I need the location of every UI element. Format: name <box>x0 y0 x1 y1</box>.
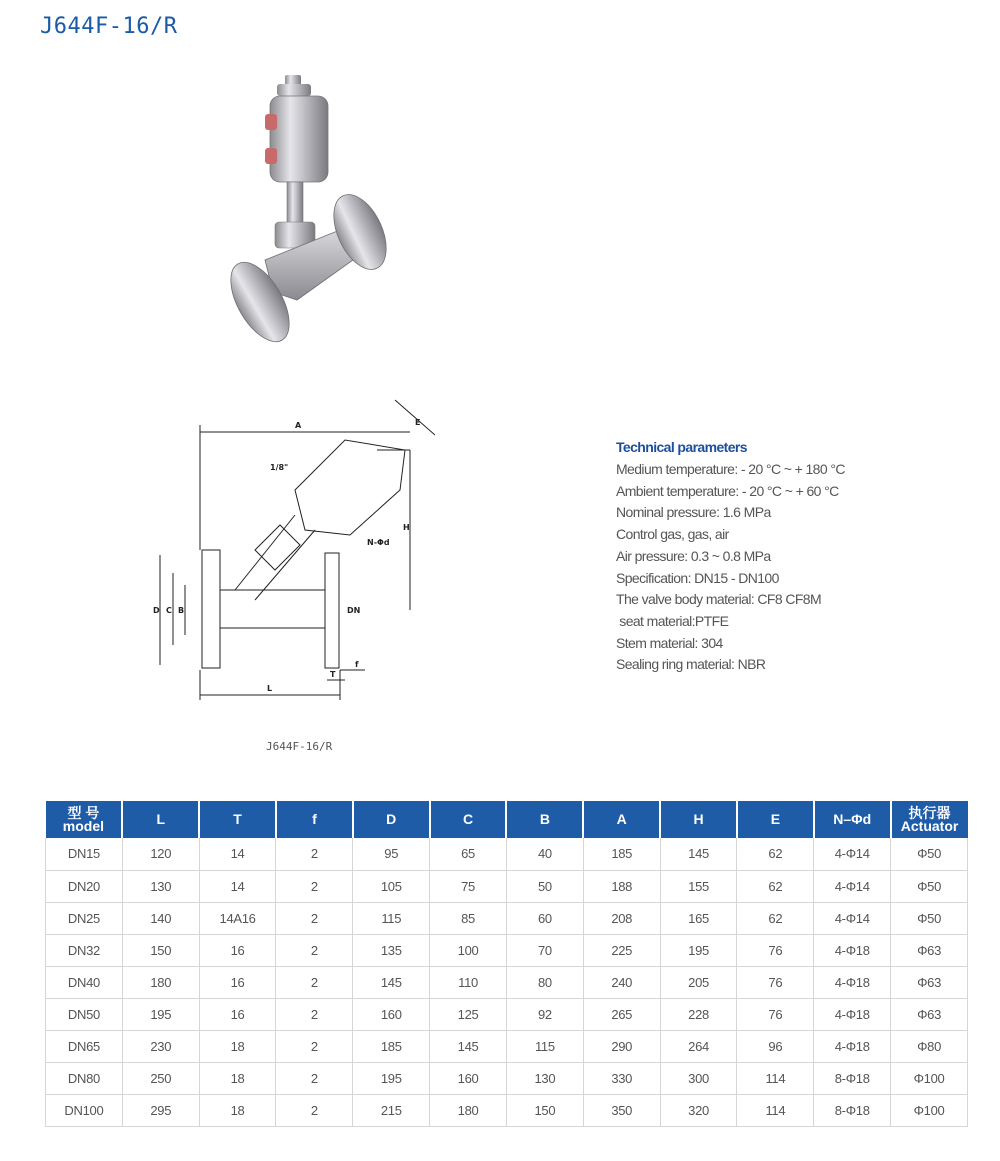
table-cell: 160 <box>353 998 430 1030</box>
table-cell: Φ100 <box>891 1062 968 1094</box>
table-header-cell <box>506 801 583 838</box>
table-cell: 330 <box>583 1062 660 1094</box>
table-cell: 165 <box>660 902 737 934</box>
table-cell: 180 <box>122 966 199 998</box>
table-header-cell <box>46 801 123 838</box>
table-header-label: D <box>386 811 397 827</box>
page-title: J644F-16/R <box>40 14 178 39</box>
table-cell: 14 <box>199 838 276 870</box>
dim-label-H: H <box>403 523 410 532</box>
table-cell: 180 <box>430 1094 507 1126</box>
table-cell: 110 <box>430 966 507 998</box>
table-cell: 16 <box>199 934 276 966</box>
table-header-cell <box>814 801 891 838</box>
table-cell: 350 <box>583 1094 660 1126</box>
table-cell: 208 <box>583 902 660 934</box>
table-cell: 80 <box>506 966 583 998</box>
dim-label-L: L <box>267 684 273 693</box>
table-cell: 160 <box>430 1062 507 1094</box>
table-cell: 2 <box>276 966 353 998</box>
table-cell: Φ50 <box>891 838 968 870</box>
dim-label-T: T <box>330 670 336 679</box>
table-cell: 145 <box>353 966 430 998</box>
table-cell: 4-Φ14 <box>814 838 891 870</box>
table-cell: 150 <box>122 934 199 966</box>
table-cell: 195 <box>122 998 199 1030</box>
table-cell: 62 <box>737 870 814 902</box>
table-cell: 240 <box>583 966 660 998</box>
table-cell: 16 <box>199 998 276 1030</box>
table-cell: 40 <box>506 838 583 870</box>
table-cell: 295 <box>122 1094 199 1126</box>
table-cell: 65 <box>430 838 507 870</box>
param-item: The valve body material: CF8 CF8M <box>616 591 822 608</box>
table-header-label: H <box>693 811 704 827</box>
table-cell: 150 <box>506 1094 583 1126</box>
table-cell: 195 <box>660 934 737 966</box>
table-header-cell <box>583 801 660 838</box>
table-header-label: C <box>462 811 474 827</box>
table-header-cell <box>353 801 430 838</box>
dim-label-B: B <box>178 606 185 615</box>
table-cell: 265 <box>583 998 660 1030</box>
dim-label-C: C <box>166 606 172 615</box>
table-header-cell <box>660 801 737 838</box>
table-row <box>46 902 968 934</box>
table-cell: 2 <box>276 1030 353 1062</box>
table-cell: 85 <box>430 902 507 934</box>
table-cell: 4-Φ18 <box>814 966 891 998</box>
dim-label-f: f <box>355 660 359 669</box>
param-item: Nominal pressure: 1.6 MPa <box>616 504 771 521</box>
table-header-label: B <box>539 811 550 827</box>
table-cell: 215 <box>353 1094 430 1126</box>
table-cell: 8-Φ18 <box>814 1094 891 1126</box>
table-header-cell <box>122 801 199 838</box>
table-cell: 105 <box>353 870 430 902</box>
table-cell: 2 <box>276 1062 353 1094</box>
table-cell: 228 <box>660 998 737 1030</box>
table-cell-model: DN65 <box>46 1030 123 1062</box>
table-cell: 2 <box>276 934 353 966</box>
table-cell: 250 <box>122 1062 199 1094</box>
table-cell-model: DN80 <box>46 1062 123 1094</box>
table-cell: 50 <box>506 870 583 902</box>
table-header-cell <box>891 801 968 838</box>
table-cell: 4-Φ18 <box>814 934 891 966</box>
table-cell-model: DN50 <box>46 998 123 1030</box>
table-cell: 18 <box>199 1094 276 1126</box>
table-cell: 145 <box>660 838 737 870</box>
table-cell: 14 <box>199 870 276 902</box>
table-header-cell <box>199 801 276 838</box>
valve-dimension-drawing <box>145 395 435 710</box>
table-cell: 264 <box>660 1030 737 1062</box>
table-header-label: L <box>156 811 166 827</box>
table-row <box>46 1094 968 1126</box>
table-cell: 135 <box>353 934 430 966</box>
table-cell: 18 <box>199 1030 276 1062</box>
table-cell: Φ80 <box>891 1030 968 1062</box>
table-header-row <box>46 801 968 838</box>
table-header-label: 执行器 <box>908 804 951 821</box>
table-cell: 76 <box>737 966 814 998</box>
param-item: Medium temperature: - 20 °C ~ + 180 °C <box>616 461 845 477</box>
table-row <box>46 870 968 902</box>
dim-label-E: E <box>415 418 421 427</box>
table-header-cell <box>276 801 353 838</box>
table-cell: 188 <box>583 870 660 902</box>
table-cell: 76 <box>737 934 814 966</box>
param-item: Control gas, gas, air <box>616 526 729 543</box>
dim-label-A: A <box>295 421 302 430</box>
table-header-label: A <box>616 811 627 827</box>
table-cell-model: DN32 <box>46 934 123 966</box>
technical-parameters-title: Technical parameters <box>616 439 747 455</box>
param-item: seat material:PTFE <box>616 612 729 629</box>
table-cell: 145 <box>430 1030 507 1062</box>
table-cell: 115 <box>506 1030 583 1062</box>
table-cell: 2 <box>276 870 353 902</box>
param-item: Ambient temperature: - 20 °C ~ + 60 °C <box>616 482 839 499</box>
table-cell: 8-Φ18 <box>814 1062 891 1094</box>
table-cell: 195 <box>353 1062 430 1094</box>
table-body <box>46 838 968 1126</box>
table-cell: Φ50 <box>891 870 968 902</box>
valve-product-photo <box>225 70 400 355</box>
table-cell: 60 <box>506 902 583 934</box>
table-row <box>46 998 968 1030</box>
dim-label-thread: 1/8" <box>270 463 289 472</box>
table-cell: 62 <box>737 902 814 934</box>
table-cell: 95 <box>353 838 430 870</box>
table-cell: 120 <box>122 838 199 870</box>
table-cell: 125 <box>430 998 507 1030</box>
table-cell: 230 <box>122 1030 199 1062</box>
table-row <box>46 934 968 966</box>
table-cell: 300 <box>660 1062 737 1094</box>
table-cell: 130 <box>506 1062 583 1094</box>
table-cell: 2 <box>276 902 353 934</box>
table-cell: 155 <box>660 870 737 902</box>
table-cell: 4-Φ14 <box>814 870 891 902</box>
table-header-cell <box>430 801 507 838</box>
table-cell: 14A16 <box>199 902 276 934</box>
dim-label-nd: N-Φd <box>367 538 390 547</box>
table-header-label: 型 号 <box>67 804 100 821</box>
table-cell: 115 <box>353 902 430 934</box>
table-cell-model: DN25 <box>46 902 123 934</box>
table-header-label: N–Φd <box>833 811 872 827</box>
table-cell: 185 <box>583 838 660 870</box>
table-cell: 62 <box>737 838 814 870</box>
table-cell: 140 <box>122 902 199 934</box>
table-cell: 2 <box>276 838 353 870</box>
table-cell: 4-Φ14 <box>814 902 891 934</box>
table-cell: 100 <box>430 934 507 966</box>
table-cell: 18 <box>199 1062 276 1094</box>
table-header-label: E <box>770 811 781 827</box>
table-row <box>46 966 968 998</box>
dim-label-dn: DN <box>347 606 361 615</box>
table-cell: 76 <box>737 998 814 1030</box>
table-cell: 70 <box>506 934 583 966</box>
table-cell: Φ63 <box>891 934 968 966</box>
table-cell: 4-Φ18 <box>814 998 891 1030</box>
table-header-label: model <box>62 817 105 834</box>
specification-table <box>45 801 968 1127</box>
table-cell: Φ50 <box>891 902 968 934</box>
table-cell: 4-Φ18 <box>814 1030 891 1062</box>
drawing-caption: J644F-16/R <box>266 740 333 753</box>
table-cell: 225 <box>583 934 660 966</box>
param-item: Specification: DN15 - DN100 <box>616 569 779 586</box>
table-cell-model: DN100 <box>46 1094 123 1126</box>
table-cell-model: DN15 <box>46 838 123 870</box>
table-cell: 2 <box>276 998 353 1030</box>
table-header-label: T <box>233 811 242 827</box>
table-cell: 320 <box>660 1094 737 1126</box>
table-row <box>46 1030 968 1062</box>
table-cell-model: DN20 <box>46 870 123 902</box>
table-cell: 130 <box>122 870 199 902</box>
table-cell-model: DN40 <box>46 966 123 998</box>
table-cell: 16 <box>199 966 276 998</box>
param-item: Stem material: 304 <box>616 634 723 651</box>
table-cell: 96 <box>737 1030 814 1062</box>
table-cell: Φ100 <box>891 1094 968 1126</box>
table-cell: 75 <box>430 870 507 902</box>
table-header-label: f <box>312 811 317 827</box>
table-row <box>46 1062 968 1094</box>
table-cell: 2 <box>276 1094 353 1126</box>
param-item: Air pressure: 0.3 ~ 0.8 MPa <box>616 547 771 564</box>
dim-label-D: D <box>153 606 160 615</box>
table-cell: 114 <box>737 1094 814 1126</box>
table-cell: 290 <box>583 1030 660 1062</box>
technical-parameters <box>616 439 966 676</box>
table-cell: 92 <box>506 998 583 1030</box>
table-header-label: Actuator <box>900 817 959 834</box>
table-cell: 205 <box>660 966 737 998</box>
table-cell: Φ63 <box>891 966 968 998</box>
technical-parameters-list <box>616 459 966 676</box>
param-item: Sealing ring material: NBR <box>616 656 766 673</box>
table-row <box>46 838 968 870</box>
table-cell: Φ63 <box>891 998 968 1030</box>
table-header-cell <box>737 801 814 838</box>
table-cell: 185 <box>353 1030 430 1062</box>
table-cell: 114 <box>737 1062 814 1094</box>
